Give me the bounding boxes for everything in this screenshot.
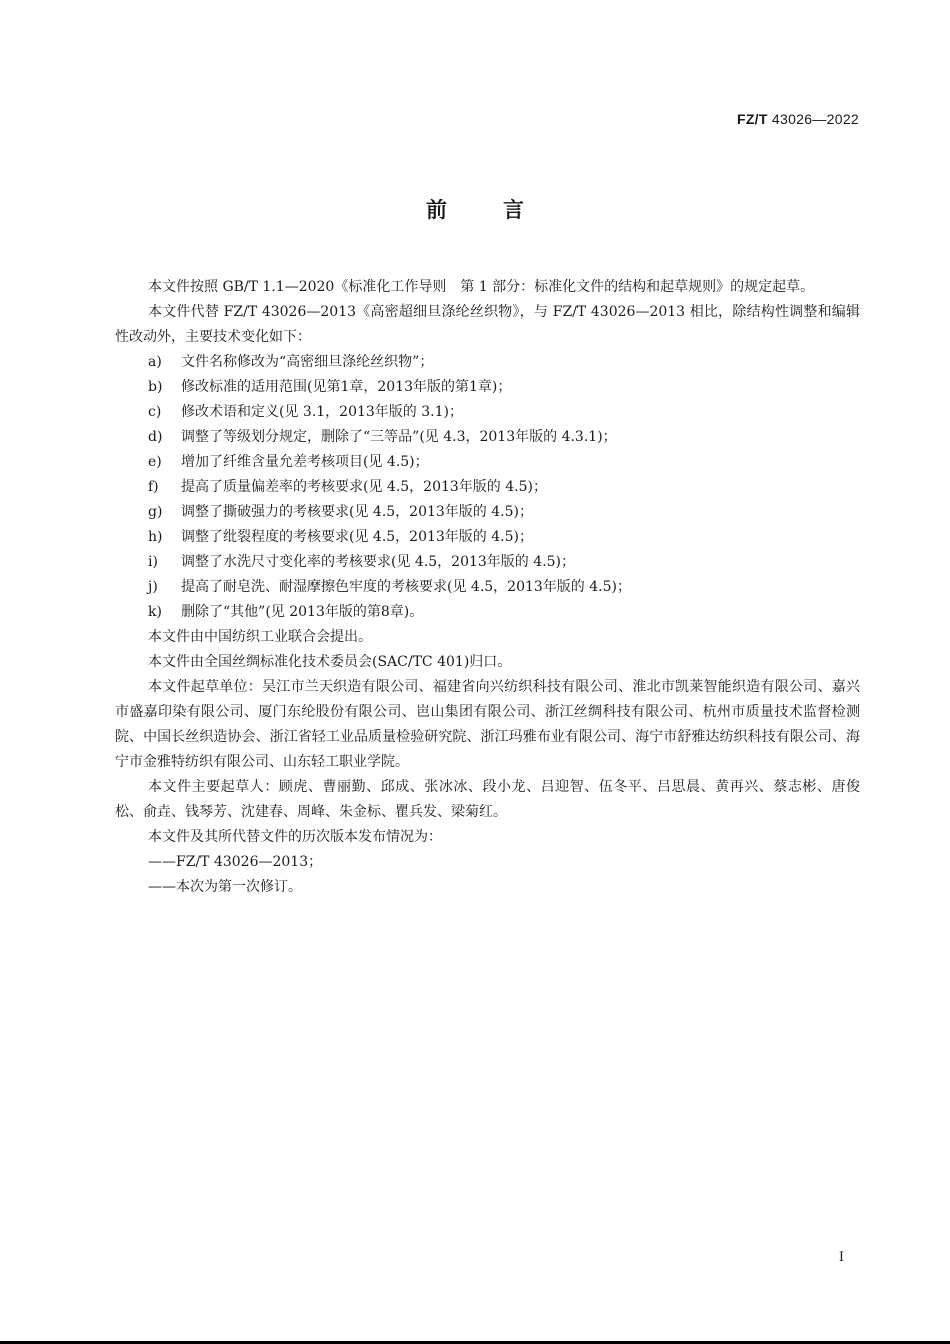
list-item-mark: f)	[148, 479, 159, 495]
list-item-mark: d)	[148, 429, 163, 445]
list-item	[115, 575, 860, 600]
list-item-mark: g)	[148, 504, 163, 520]
standard-code-prefix: FZ/T	[736, 111, 768, 127]
list-item	[115, 475, 860, 500]
page-title: 前言	[426, 198, 580, 222]
list-item-mark: b)	[148, 379, 163, 395]
list-item	[115, 600, 860, 625]
list-item	[115, 500, 860, 525]
list-item	[115, 525, 860, 550]
list-item	[115, 400, 860, 425]
history-item: ——本次为第一次修订。	[148, 879, 302, 895]
list-item	[115, 375, 860, 400]
list-item-text: 删除了“其他”(见 2013年版的第8章)。	[181, 604, 424, 620]
list-item-text: 增加了纤维含量允差考核项目(见 4.5)；	[181, 454, 429, 470]
list-item-mark: h)	[148, 529, 163, 545]
list-item-text: 调整了纰裂程度的考核要求(见 4.5，2013年版的 4.5)；	[181, 529, 533, 545]
list-item-text: 调整了水洗尺寸变化率的考核要求(见 4.5，2013年版的 4.5)；	[181, 554, 575, 570]
paragraph-drafters: 本文件主要起草人：顾虎、曹丽勤、邱成、张冰冰、段小龙、吕迎智、伍冬平、吕思晨、黄再兴、蔡志彬、唐俊松、俞垚、钱琴芳、沈建春、周峰、朱金标、瞿兵发、梁菊红。	[115, 779, 860, 820]
standard-code-number: 43026—2022	[771, 111, 859, 127]
list-item-text: 提高了质量偏差率的考核要求(见 4.5，2013年版的 4.5)；	[181, 479, 547, 495]
standard-code	[737, 111, 859, 127]
paragraph-proposer: 本文件由中国纺织工业联合会提出。	[148, 629, 372, 645]
list-item-mark: a)	[148, 354, 162, 370]
list-item	[115, 450, 860, 475]
page-number: I	[838, 1250, 844, 1265]
list-item-text: 调整了撕破强力的考核要求(见 4.5，2013年版的 4.5)；	[181, 504, 533, 520]
history-item: ——FZ/T 43026—2013；	[148, 854, 323, 870]
list-item-mark: i)	[148, 554, 158, 570]
paragraph-replacement: 本文件代替 FZ/T 43026—2013《高密超细旦涤纶丝织物》，与 FZ/T 43026—2013 相比，除结构性调整和编辑性改动外，主要技术变化如下：	[115, 304, 860, 345]
list-item	[115, 425, 860, 450]
preface-body	[115, 275, 860, 900]
list-item-mark: e)	[148, 454, 162, 470]
list-item-mark: c)	[148, 404, 162, 420]
paragraph-history-intro: 本文件及其所代替文件的历次版本发布情况为：	[148, 829, 442, 845]
list-item-mark: j)	[148, 579, 158, 595]
list-item-text: 修改标准的适用范围(见第1章，2013年版的第1章)；	[181, 379, 512, 395]
list-item-text: 提高了耐皂洗、耐湿摩擦色牢度的考核要求(见 4.5，2013年版的 4.5)；	[181, 579, 631, 595]
paragraph-committee: 本文件由全国丝绸标准化技术委员会(SAC/TC 401)归口。	[148, 654, 512, 670]
list-item	[115, 550, 860, 575]
list-item-text: 修改术语和定义(见 3.1，2013年版的 3.1)；	[181, 404, 463, 420]
list-item-mark: k)	[148, 604, 162, 620]
list-item	[115, 350, 860, 375]
changes-list	[115, 350, 860, 625]
list-item-text: 文件名称修改为“高密细旦涤纶丝织物”；	[181, 354, 434, 370]
paragraph-drafting-units: 本文件起草单位：吴江市兰天织造有限公司、福建省向兴纺织科技有限公司、淮北市凯莱智能织造有限公司、嘉兴市盛嘉印染有限公司、厦门东纶股份有限公司、岜山集团有限公司、浙江丝绸科技有限公司、杭州市质量技术监督检测院、中国长丝织造协会、浙江省轻工业品质量检验研究院、浙江玛雅布业有限公司、海宁市舒雅达纺织科技有限公司、海宁市金雅特纺织有限公司、山东轻工职业学院。	[115, 679, 860, 770]
paragraph-drafting-rule: 本文件按照 GB/T 1.1—2020《标准化工作导则 第 1 部分：标准化文件的结构和起草规则》的规定起草。	[148, 279, 815, 295]
list-item-text: 调整了等级划分规定，删除了“三等品”(见 4.3，2013年版的 4.3.1)；	[181, 429, 617, 445]
